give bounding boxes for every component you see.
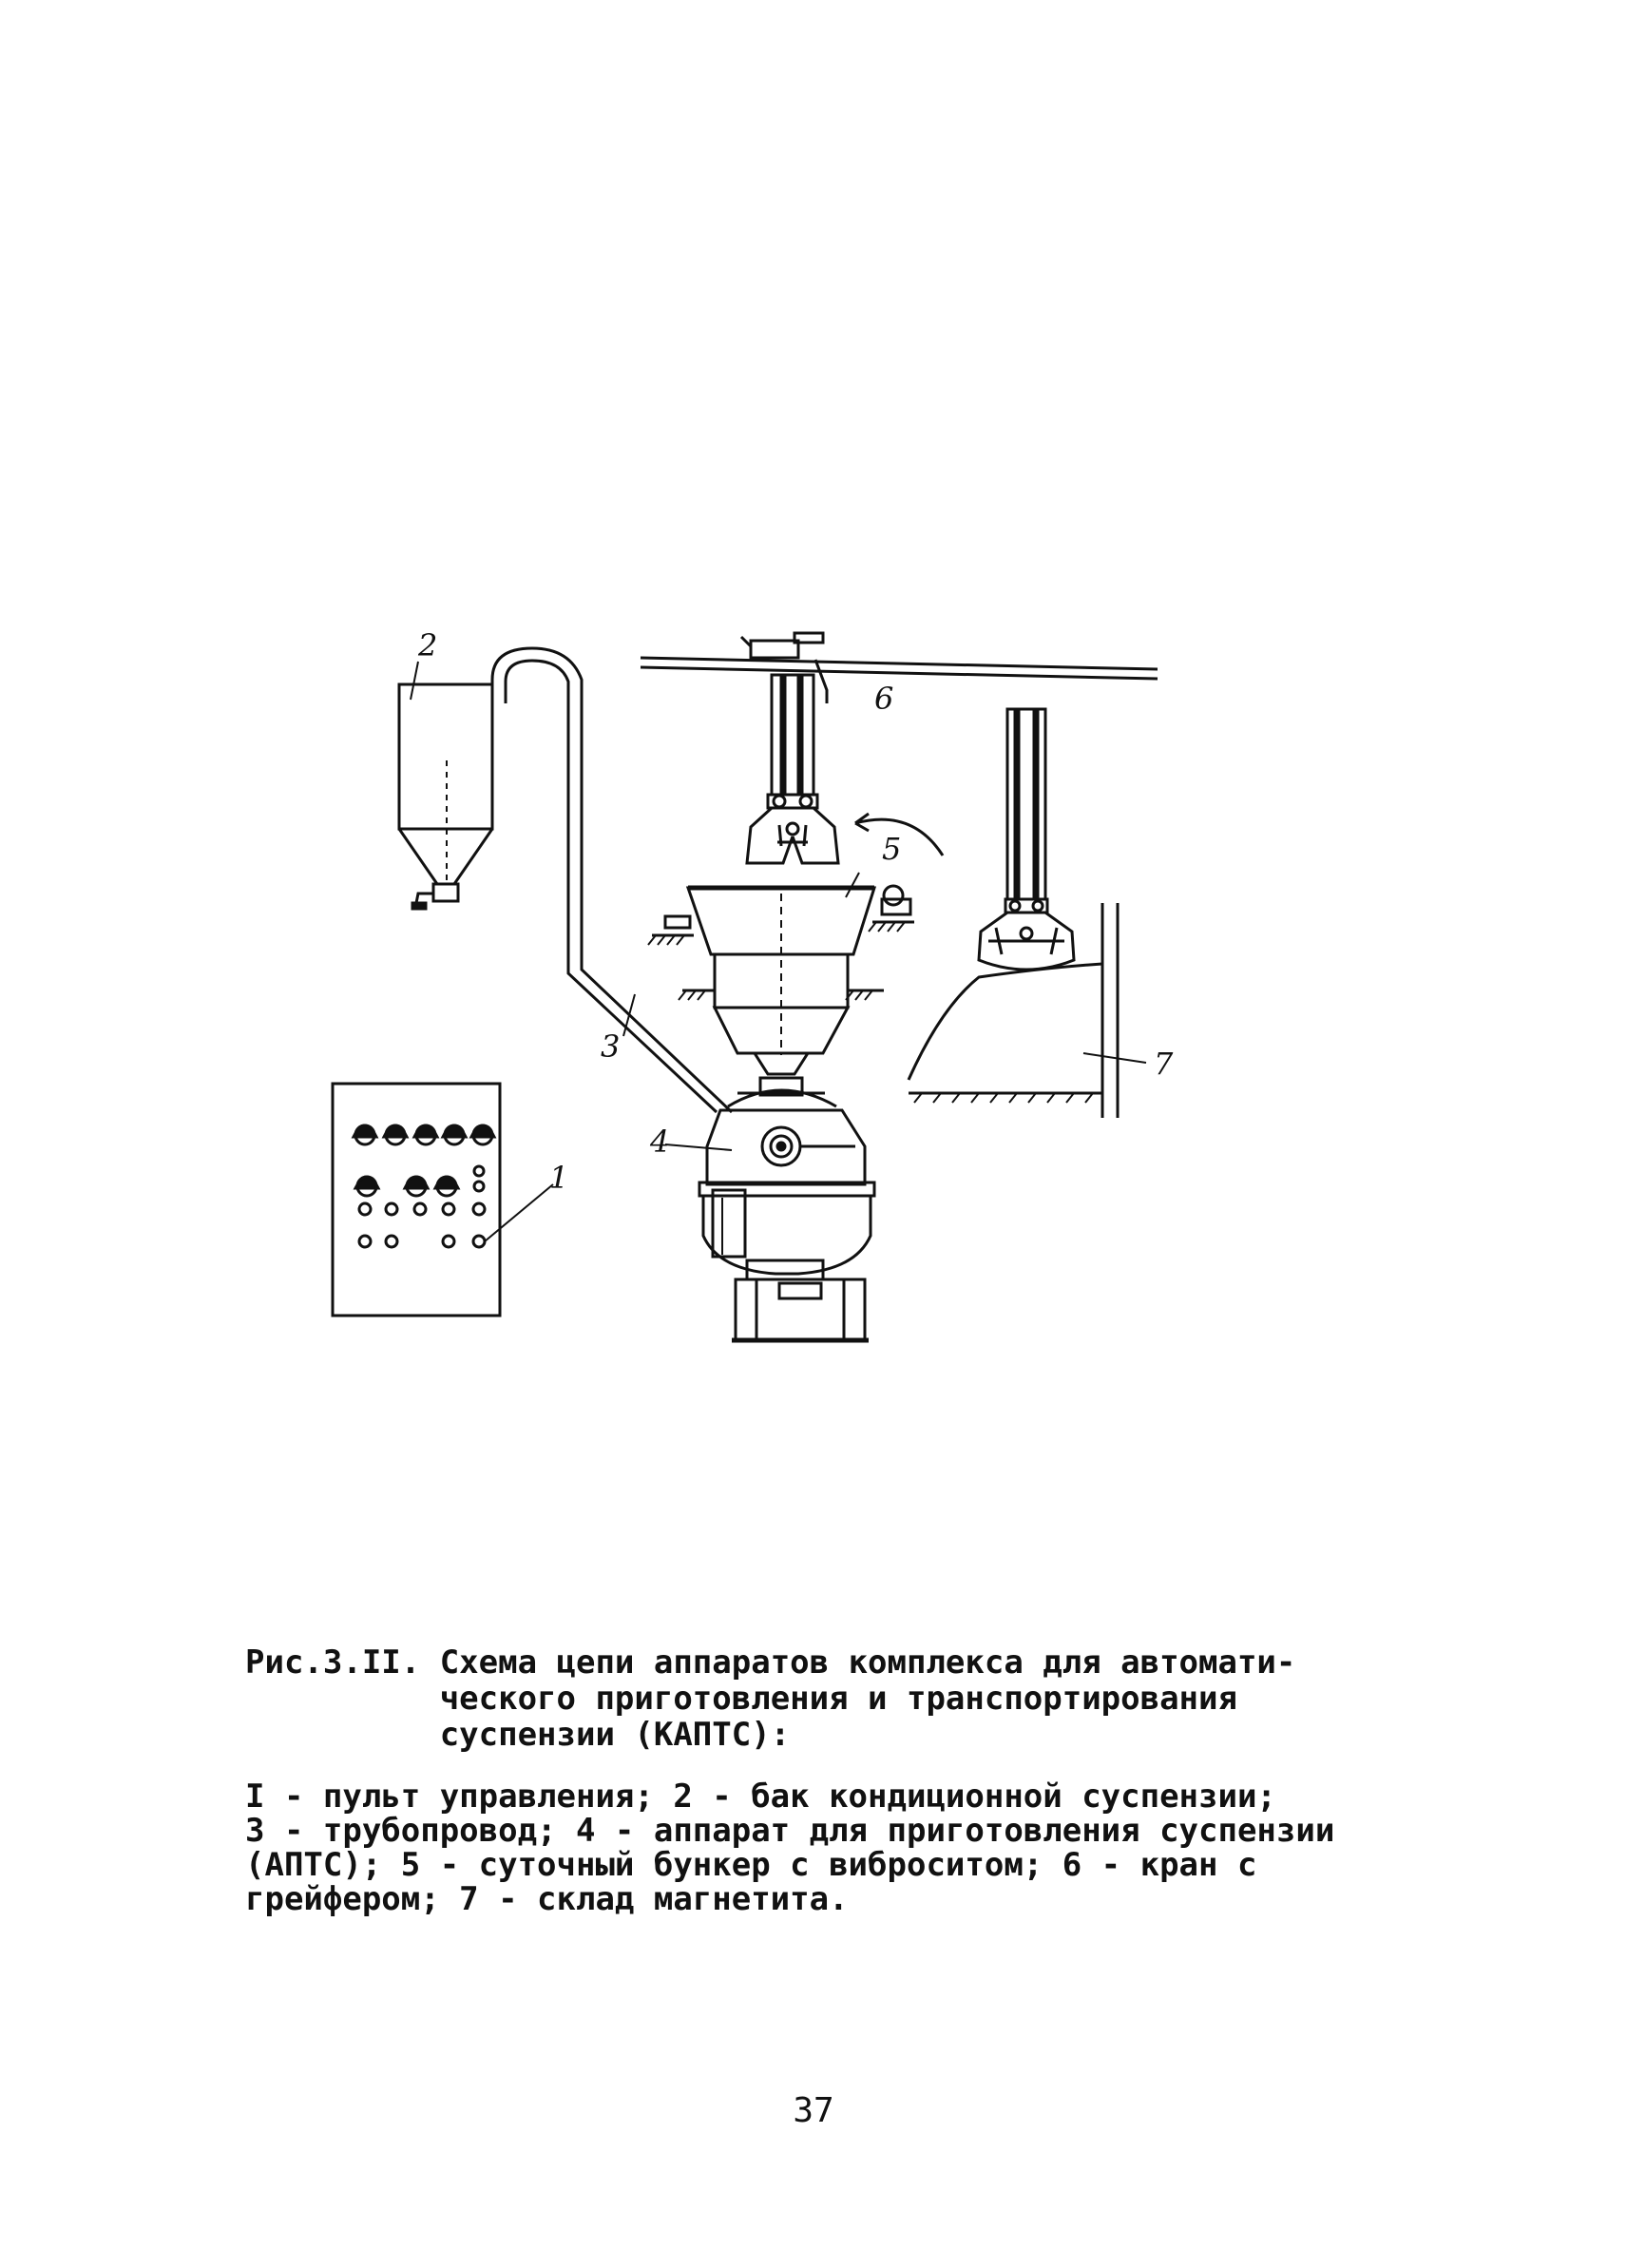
callout-7: 7 xyxy=(1154,1046,1174,1082)
crane-rail-6 xyxy=(641,633,1158,703)
callout-2: 2 xyxy=(418,627,438,663)
control-panel-1 xyxy=(333,1084,500,1316)
grab-right xyxy=(979,709,1074,970)
apparatus-4 xyxy=(699,1078,874,1340)
callout-6: 6 xyxy=(874,681,894,717)
callout-5: 5 xyxy=(882,831,902,867)
grab-left xyxy=(747,675,838,863)
figure-legend: I - пульт управления; 2 - бак кондиционной суспензии; 3 - трубопровод; 4 - аппарат для приготовления суспензии (АПТС); 5 - суточный бункер с виброситом; 6 - кран с грейфером; 7 - склад магнетита. xyxy=(245,1778,1335,1918)
figure-caption xyxy=(245,1644,1386,1916)
panel-indicators-top xyxy=(354,1125,494,1144)
page-number: 37 xyxy=(793,2091,834,2130)
figure-title: Схема цепи аппаратов комплекса для автомати- ческого приготовления и транспортирования суспензии (КАПТС): xyxy=(439,1643,1296,1754)
callout-4: 4 xyxy=(650,1124,670,1160)
bunker-5 xyxy=(648,886,914,1074)
figure-label: Рис.3.II. xyxy=(245,1643,440,1682)
callout-3: 3 xyxy=(601,1028,621,1065)
magnetite-store-7 xyxy=(909,903,1118,1118)
panel-buttons xyxy=(359,1203,485,1247)
callout-1: 1 xyxy=(549,1160,569,1196)
tank-2 xyxy=(399,684,492,909)
panel-indicators-middle xyxy=(355,1166,484,1196)
